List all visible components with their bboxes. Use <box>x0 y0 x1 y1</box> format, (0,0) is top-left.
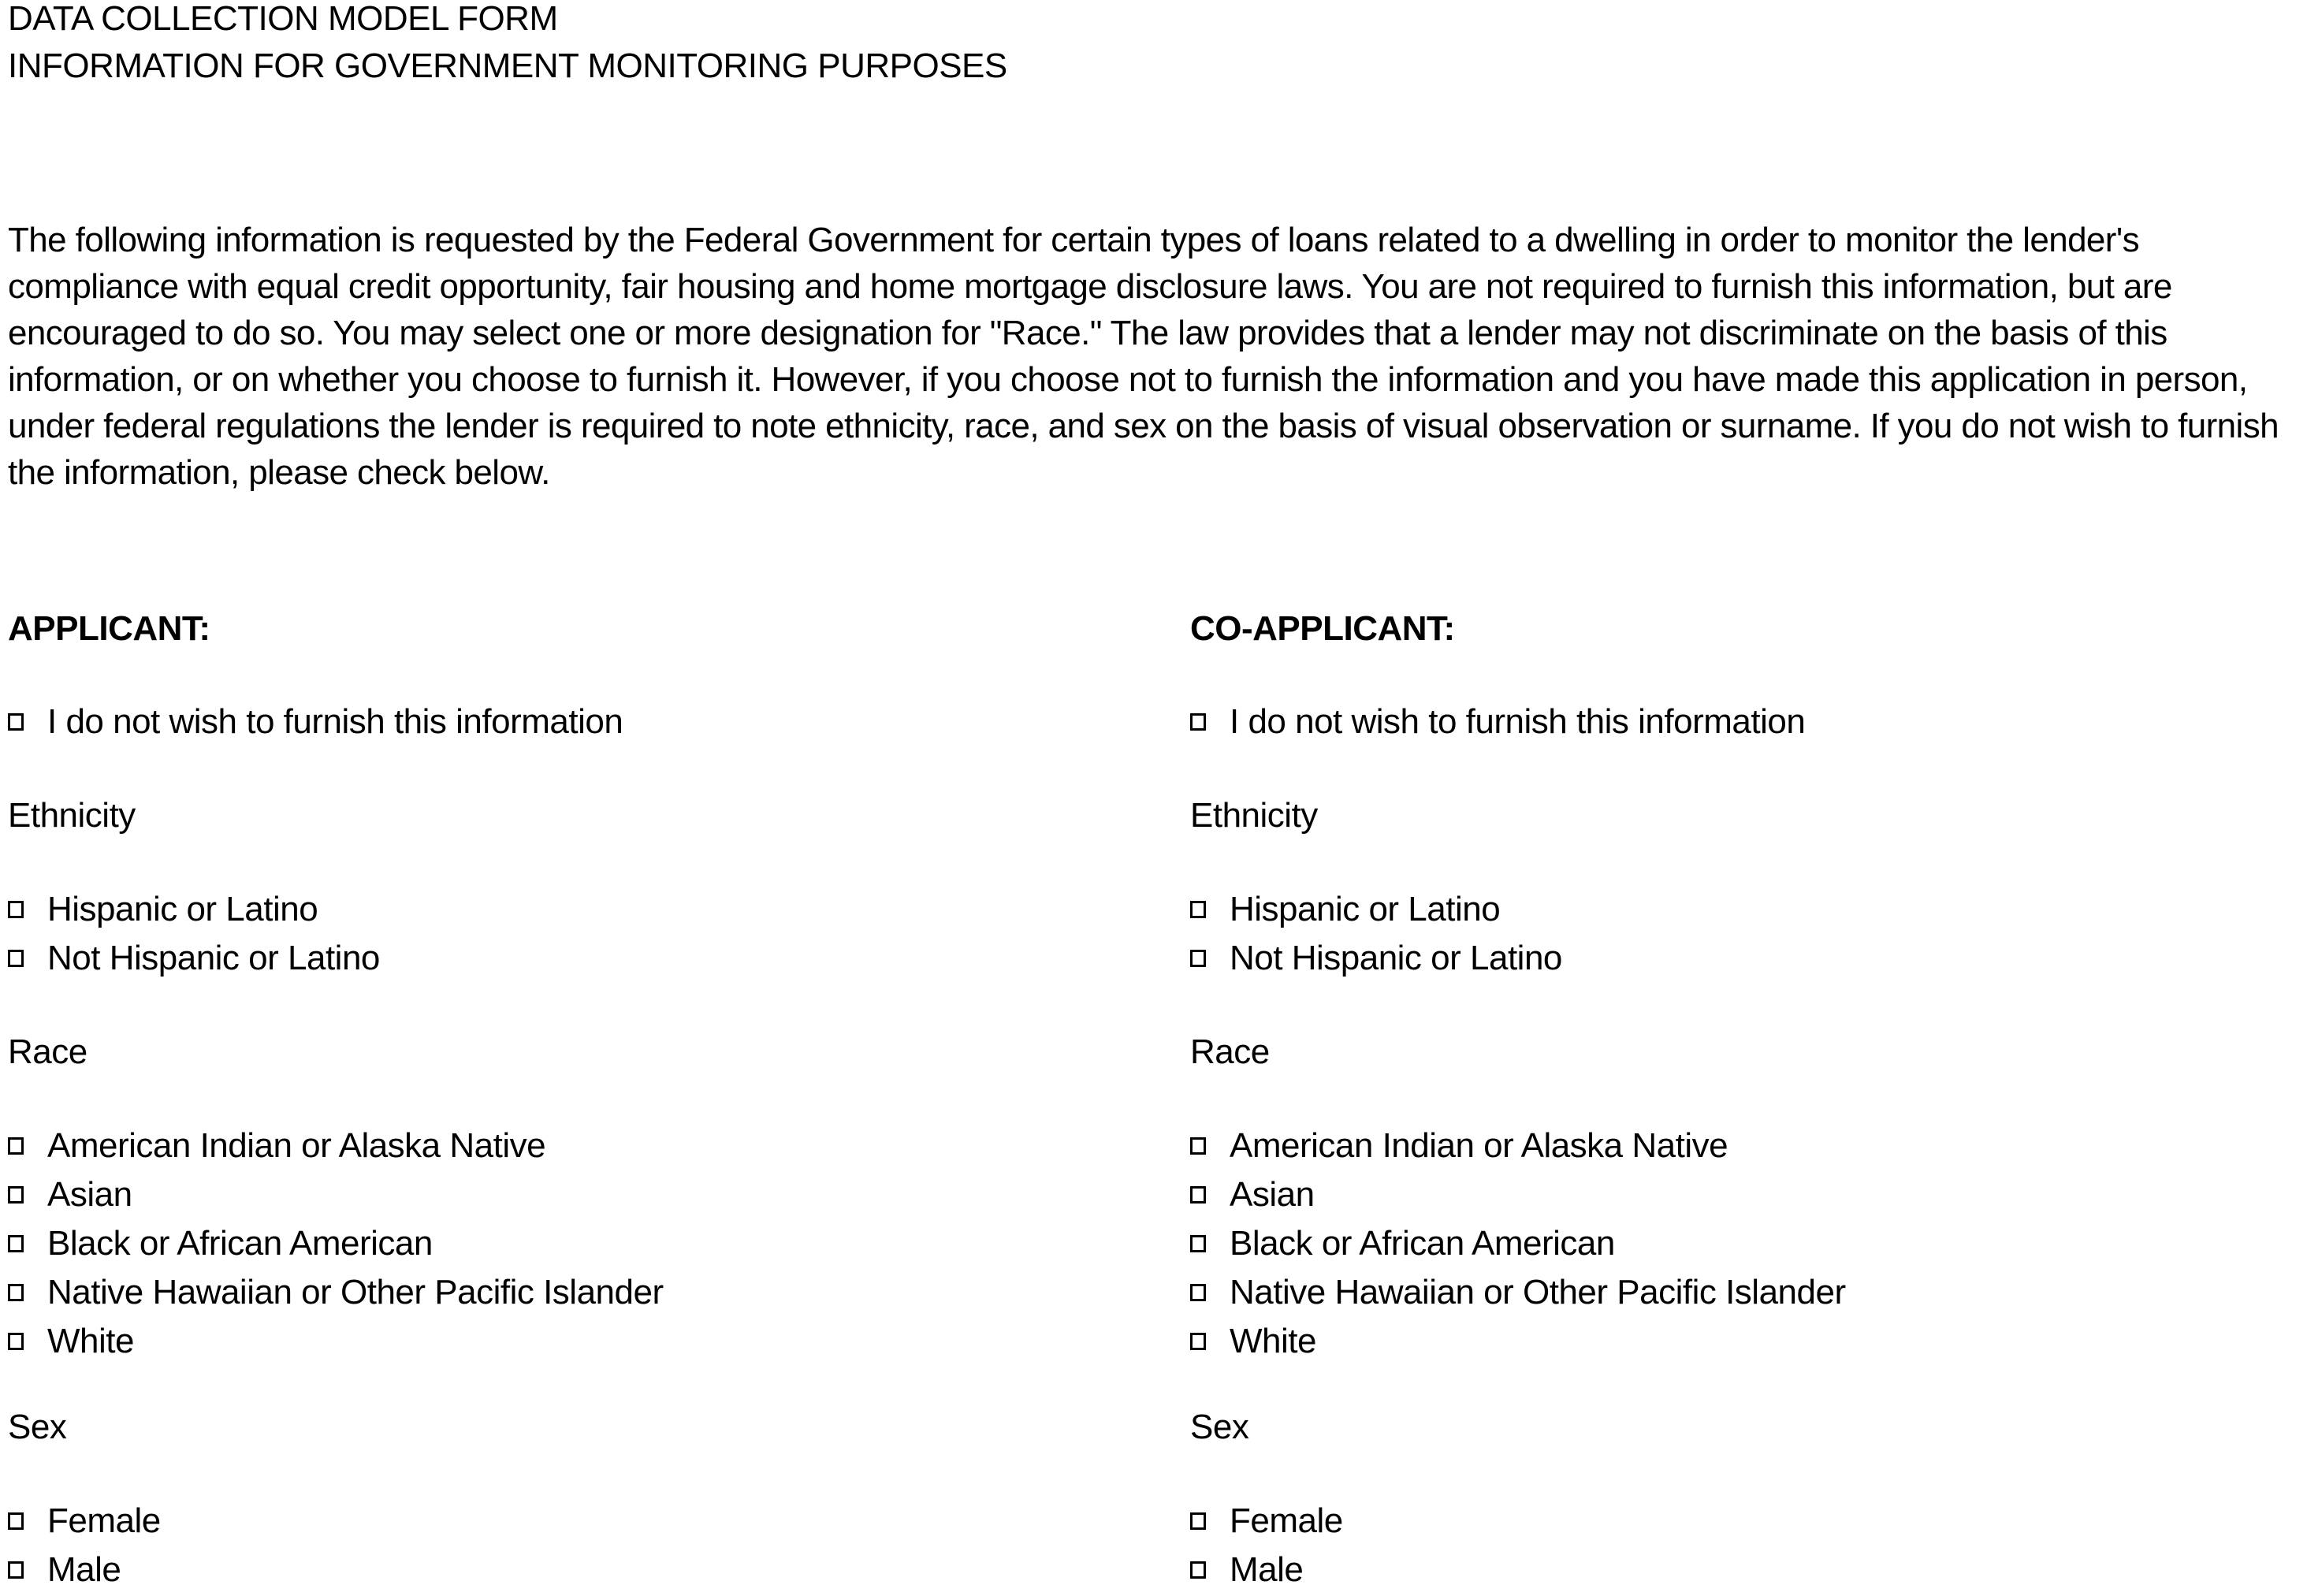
co-applicant-decline-label: I do not wish to furnish this information <box>1230 702 1806 741</box>
checkbox-icon[interactable] <box>1190 713 1206 731</box>
form-subtitle: INFORMATION FOR GOVERNMENT MONITORING PURPOSES <box>8 47 1007 85</box>
applicant-heading: APPLICANT: <box>8 609 210 648</box>
option-label: Black or African American <box>47 1224 433 1263</box>
checkbox-icon[interactable] <box>1190 1561 1206 1579</box>
option-label: American Indian or Alaska Native <box>47 1126 546 1165</box>
option-label: Female <box>47 1501 161 1540</box>
applicant-column <box>8 607 1111 1594</box>
checkbox-icon[interactable] <box>8 1561 24 1579</box>
checkbox-icon[interactable] <box>8 950 24 967</box>
checkbox-icon[interactable] <box>8 1333 24 1350</box>
co-applicant-sex-male-checkbox[interactable] <box>1190 1546 2294 1594</box>
checkbox-icon[interactable] <box>8 901 24 918</box>
checkbox-icon[interactable] <box>1190 1512 1206 1530</box>
applicant-ethnicity-not-hispanic-checkbox[interactable] <box>8 934 1111 983</box>
applicant-race-asian-checkbox[interactable] <box>8 1170 1111 1219</box>
option-label: Female <box>1230 1501 1343 1540</box>
checkbox-icon[interactable] <box>1190 1333 1206 1350</box>
option-label: Male <box>47 1550 121 1589</box>
co-applicant-race-black-checkbox[interactable] <box>1190 1219 2294 1268</box>
co-applicant-race-american-indian-checkbox[interactable] <box>1190 1122 2294 1170</box>
form-title: DATA COLLECTION MODEL FORM <box>8 0 558 38</box>
co-applicant-race-white-checkbox[interactable] <box>1190 1317 2294 1366</box>
checkbox-icon[interactable] <box>1190 1235 1206 1252</box>
applicant-decline-label: I do not wish to furnish this information <box>47 702 623 741</box>
co-applicant-ethnicity-label: Ethnicity <box>1190 796 1318 835</box>
checkbox-icon[interactable] <box>1190 901 1206 918</box>
applicant-race-label: Race <box>8 1032 87 1071</box>
option-label: Hispanic or Latino <box>47 890 318 928</box>
applicant-race-pacific-islander-checkbox[interactable] <box>8 1268 1111 1317</box>
checkbox-icon[interactable] <box>8 1186 24 1204</box>
option-label: White <box>47 1322 134 1360</box>
option-label: Native Hawaiian or Other Pacific Islander <box>1230 1273 1846 1311</box>
applicant-sex-male-checkbox[interactable] <box>8 1546 1111 1594</box>
co-applicant-race-label: Race <box>1190 1032 1270 1071</box>
checkbox-icon[interactable] <box>1190 1284 1206 1301</box>
checkbox-icon[interactable] <box>8 1235 24 1252</box>
option-label: Black or African American <box>1230 1224 1615 1263</box>
option-label: Asian <box>47 1175 132 1214</box>
applicant-race-american-indian-checkbox[interactable] <box>8 1122 1111 1170</box>
checkbox-icon[interactable] <box>8 713 24 731</box>
checkbox-icon[interactable] <box>1190 950 1206 967</box>
checkbox-icon[interactable] <box>1190 1137 1206 1155</box>
option-label: Asian <box>1230 1175 1315 1214</box>
checkbox-icon[interactable] <box>8 1512 24 1530</box>
option-label: American Indian or Alaska Native <box>1230 1126 1728 1165</box>
co-applicant-column <box>1190 607 2294 1594</box>
applicant-ethnicity-hispanic-checkbox[interactable] <box>8 885 1111 934</box>
co-applicant-ethnicity-hispanic-checkbox[interactable] <box>1190 885 2294 934</box>
co-applicant-race-pacific-islander-checkbox[interactable] <box>1190 1268 2294 1317</box>
co-applicant-sex-label: Sex <box>1190 1408 1249 1446</box>
co-applicant-sex-female-checkbox[interactable] <box>1190 1497 2294 1546</box>
checkbox-icon[interactable] <box>8 1137 24 1155</box>
option-label: Not Hispanic or Latino <box>1230 939 1562 977</box>
option-label: Native Hawaiian or Other Pacific Islander <box>47 1273 664 1311</box>
co-applicant-decline-checkbox[interactable] <box>1190 698 2294 746</box>
option-label: Hispanic or Latino <box>1230 890 1501 928</box>
applicant-race-black-checkbox[interactable] <box>8 1219 1111 1268</box>
co-applicant-race-asian-checkbox[interactable] <box>1190 1170 2294 1219</box>
co-applicant-heading: CO-APPLICANT: <box>1190 609 1455 648</box>
checkbox-icon[interactable] <box>1190 1186 1206 1204</box>
applicant-sex-label: Sex <box>8 1408 67 1446</box>
applicant-race-white-checkbox[interactable] <box>8 1317 1111 1366</box>
applicant-ethnicity-label: Ethnicity <box>8 796 136 835</box>
option-label: Male <box>1230 1550 1304 1589</box>
co-applicant-ethnicity-not-hispanic-checkbox[interactable] <box>1190 934 2294 983</box>
intro-paragraph: The following information is requested by the Federal Government for certain types of loans related to a dwelling in order to monitor the lender's compliance with equal credit opportunity, fair housing and home mortgage disclosure laws. You are not required to furnish this information, but are encouraged to do so. You may select one or more designation for "Race." The law provides that a lender may not discriminate on the basis of this information, or on whether you choose to furnish it. However, if you choose not to furnish the information and you have made this application in person, under federal regulations the lender is required to note ethnicity, race, and sex on the basis of visual observation or surname. If you do not wish to furnish the information, please check below. <box>8 221 2279 492</box>
option-label: White <box>1230 1322 1316 1360</box>
checkbox-icon[interactable] <box>8 1284 24 1301</box>
applicant-sex-female-checkbox[interactable] <box>8 1497 1111 1546</box>
option-label: Not Hispanic or Latino <box>47 939 380 977</box>
applicant-decline-checkbox[interactable] <box>8 698 1111 746</box>
